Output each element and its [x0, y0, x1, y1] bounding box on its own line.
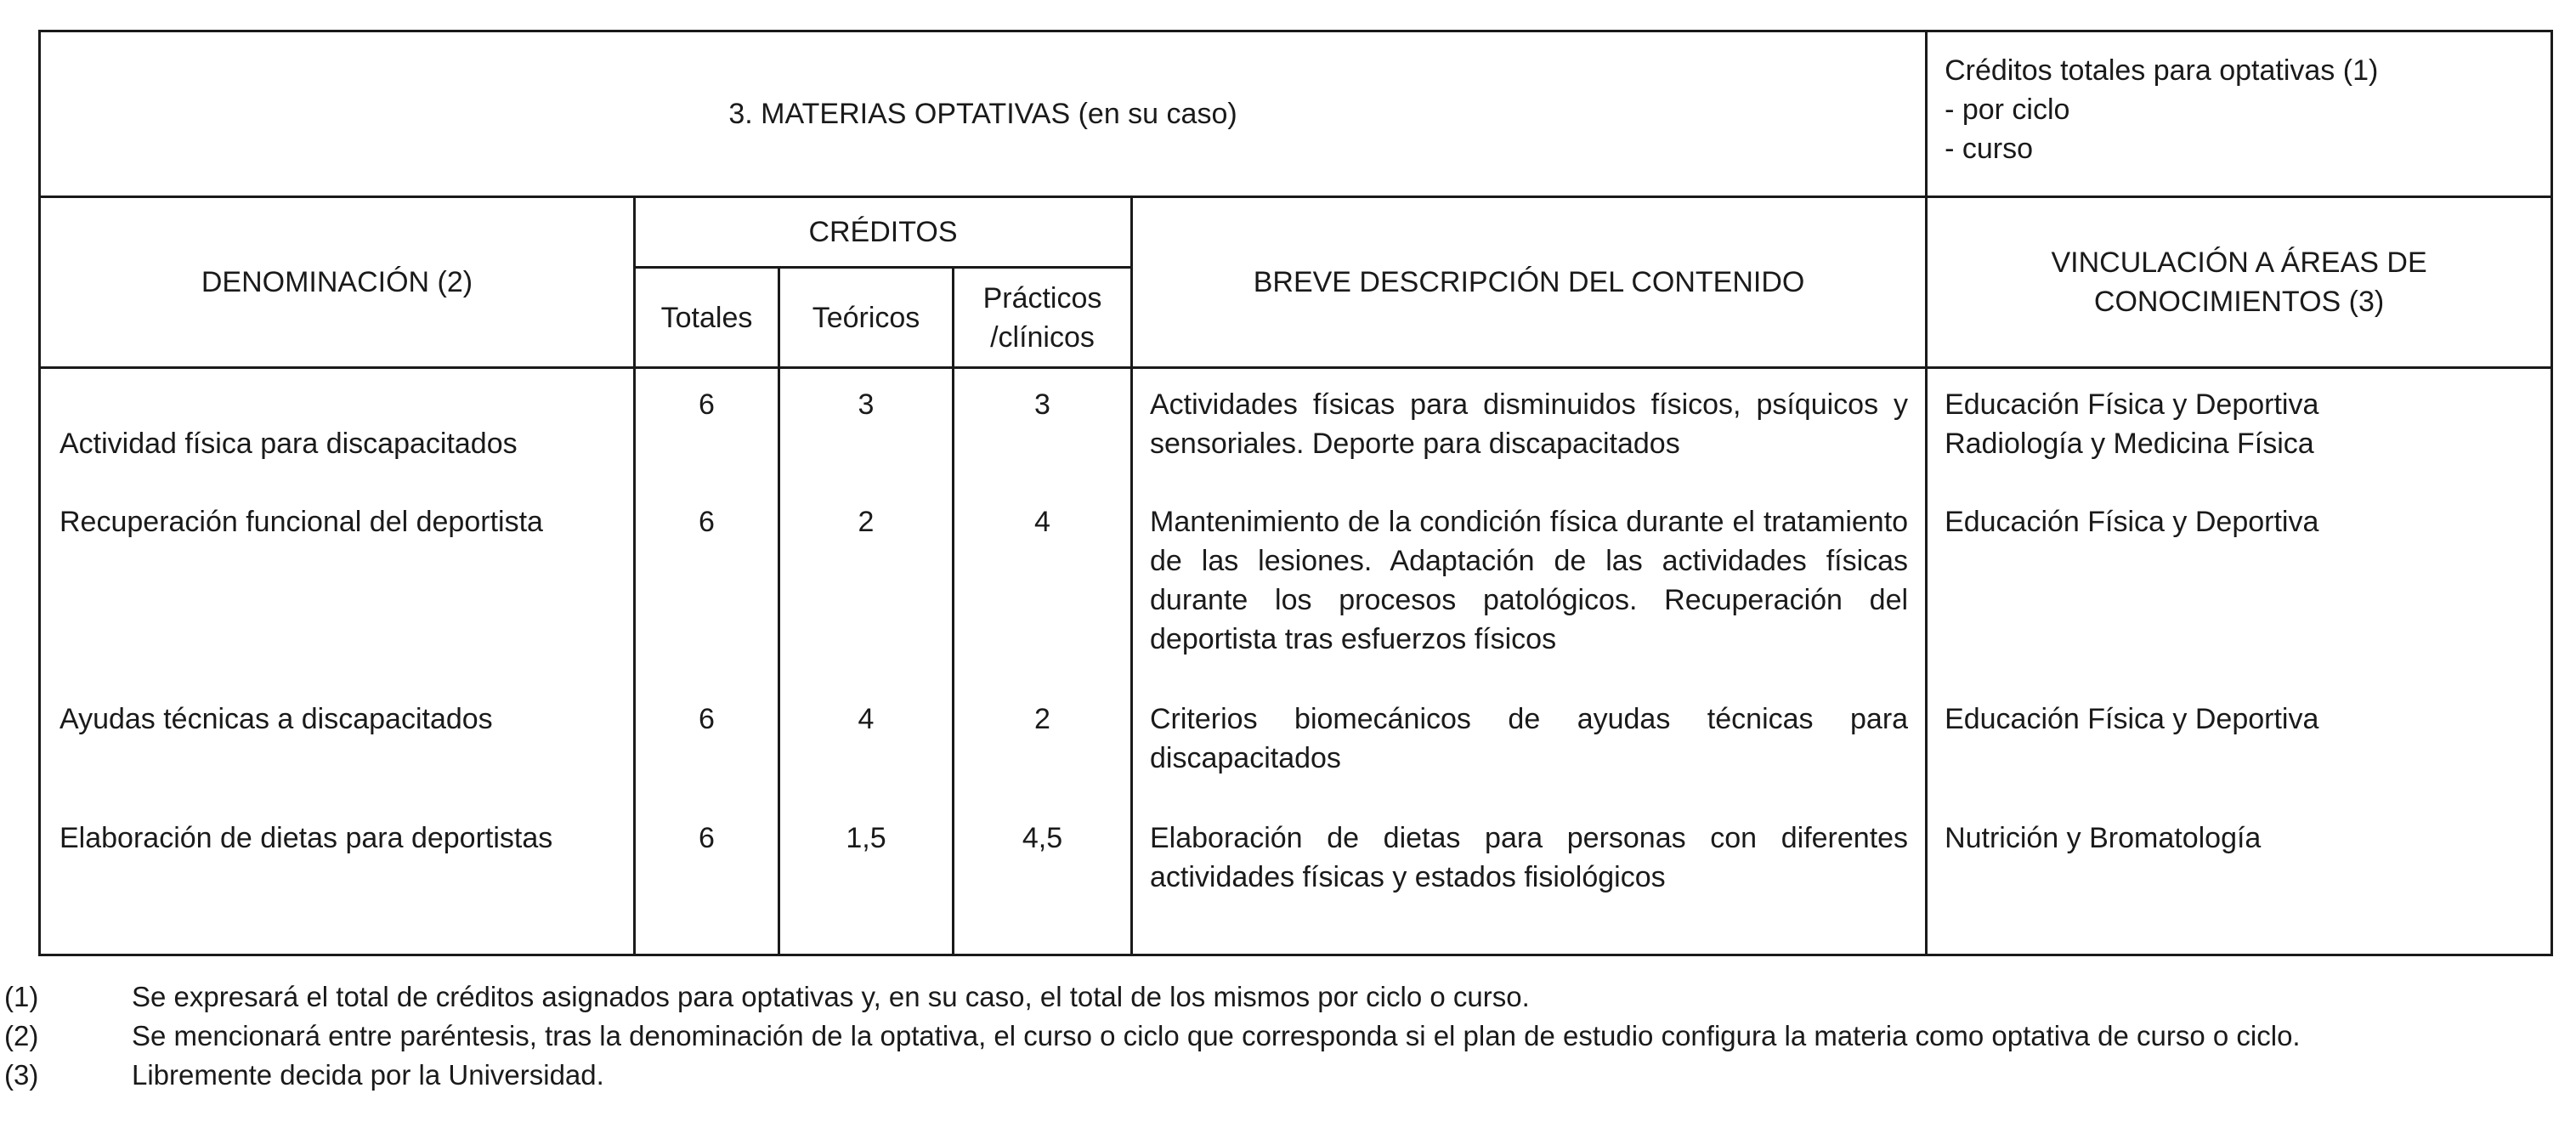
row-teoricos: 1,5 [846, 822, 886, 854]
footnote [4, 1056, 2301, 1095]
footnote [4, 1017, 2301, 1056]
footnote-text: Libremente decida por la Universidad. [132, 1059, 604, 1091]
row-practicos: 2 [1034, 703, 1050, 735]
row-teoricos: 4 [858, 703, 875, 735]
row-practicos: 4 [1034, 506, 1050, 538]
row-name: Ayudas técnicas a discapacitados [59, 703, 493, 735]
row-areas [1928, 700, 2551, 819]
row-descripcion: Mantenimiento de la condición física durante el tratamiento de las lesiones. Adaptación de las actividades físicas durante los procesos patológicos. Recuperación del deportista tras esfuerzos físicos [1150, 506, 1909, 655]
header-descripcion: BREVE DESCRIPCIÓN DEL CONTENIDO [1132, 197, 1927, 368]
header-vinculacion [1927, 197, 2552, 368]
footnote-number: (1) [4, 981, 39, 1012]
row-totales: 6 [699, 822, 715, 854]
row-name: Recuperación funcional del deportista [59, 506, 543, 538]
column-denominacion [40, 368, 635, 955]
row-name: Elaboración de dietas para deportistas [59, 822, 553, 854]
area-line: Educación Física y Deportiva [1945, 388, 2319, 421]
header-totales: Totales [635, 268, 779, 368]
optativas-table [38, 30, 2553, 956]
footnote-text: Se mencionará entre paréntesis, tras la denominación de la optativa, el curso o ciclo que corresponda si el plan de estudio configura la materia como optativa de curso o ciclo. [132, 1020, 2301, 1051]
header-teoricos: Teóricos [779, 268, 954, 368]
row-descripcion: Actividades físicas para disminuidos físicos, psíquicos y sensoriales. Deporte para discapacitados [1150, 388, 1909, 460]
row-practicos: 4,5 [1022, 822, 1063, 854]
header-vinculacion-line: VINCULACIÓN A ÁREAS DE [2051, 246, 2427, 279]
area-line: Educación Física y Deportiva [1945, 506, 2319, 538]
column-vinculacion [1927, 368, 2552, 955]
row-descripcion: Criterios biomecánicos de ayudas técnicas para discapacitados [1150, 703, 1909, 774]
header-practicos-line: /clínicos [990, 320, 1095, 354]
footnote-number: (2) [4, 1020, 39, 1051]
area-line: Educación Física y Deportiva [1945, 703, 2319, 735]
header-creditos: CRÉDITOS [635, 197, 1132, 268]
header-practicos-line: Prácticos [982, 281, 1102, 314]
optativas-info-line: - curso [1945, 133, 2033, 165]
row-teoricos: 3 [858, 388, 875, 421]
row-descripcion: Elaboración de dietas para personas con diferentes actividades físicas y estados fisiológicos [1150, 822, 1909, 893]
row-teoricos: 2 [858, 506, 875, 538]
header-denominacion: DENOMINACIÓN (2) [40, 197, 635, 368]
row-areas [1928, 819, 2551, 938]
header-vinculacion-line: CONOCIMIENTOS (3) [2093, 286, 2385, 318]
optativas-credits-info [1927, 31, 2552, 197]
optativas-info-line: - por ciclo [1945, 94, 2070, 126]
header-practicos [954, 268, 1132, 368]
column-practicos [954, 368, 1132, 955]
row-practicos: 3 [1034, 388, 1050, 421]
row-totales: 6 [699, 506, 715, 538]
optativas-info-line: Créditos totales para optativas (1) [1945, 54, 2379, 87]
table-title: 3. MATERIAS OPTATIVAS (en su caso) [40, 31, 1927, 197]
column-descripcion [1132, 368, 1927, 955]
footnote-number: (3) [4, 1059, 39, 1091]
row-totales: 6 [699, 703, 715, 735]
column-teoricos [779, 368, 954, 955]
row-totales: 6 [699, 388, 715, 421]
footnote [4, 978, 2301, 1017]
footnotes [4, 978, 2301, 1095]
area-line: Nutrición y Bromatología [1945, 822, 2262, 854]
row-areas [1928, 502, 2551, 700]
footnote-text: Se expresará el total de créditos asignados para optativas y, en su caso, el total de los mismos por ciclo o curso. [132, 981, 1530, 1012]
row-areas [1928, 385, 2551, 502]
area-line: Radiología y Medicina Física [1945, 428, 2314, 460]
column-totales [635, 368, 779, 955]
row-name: Actividad física para discapacitados [59, 428, 518, 460]
